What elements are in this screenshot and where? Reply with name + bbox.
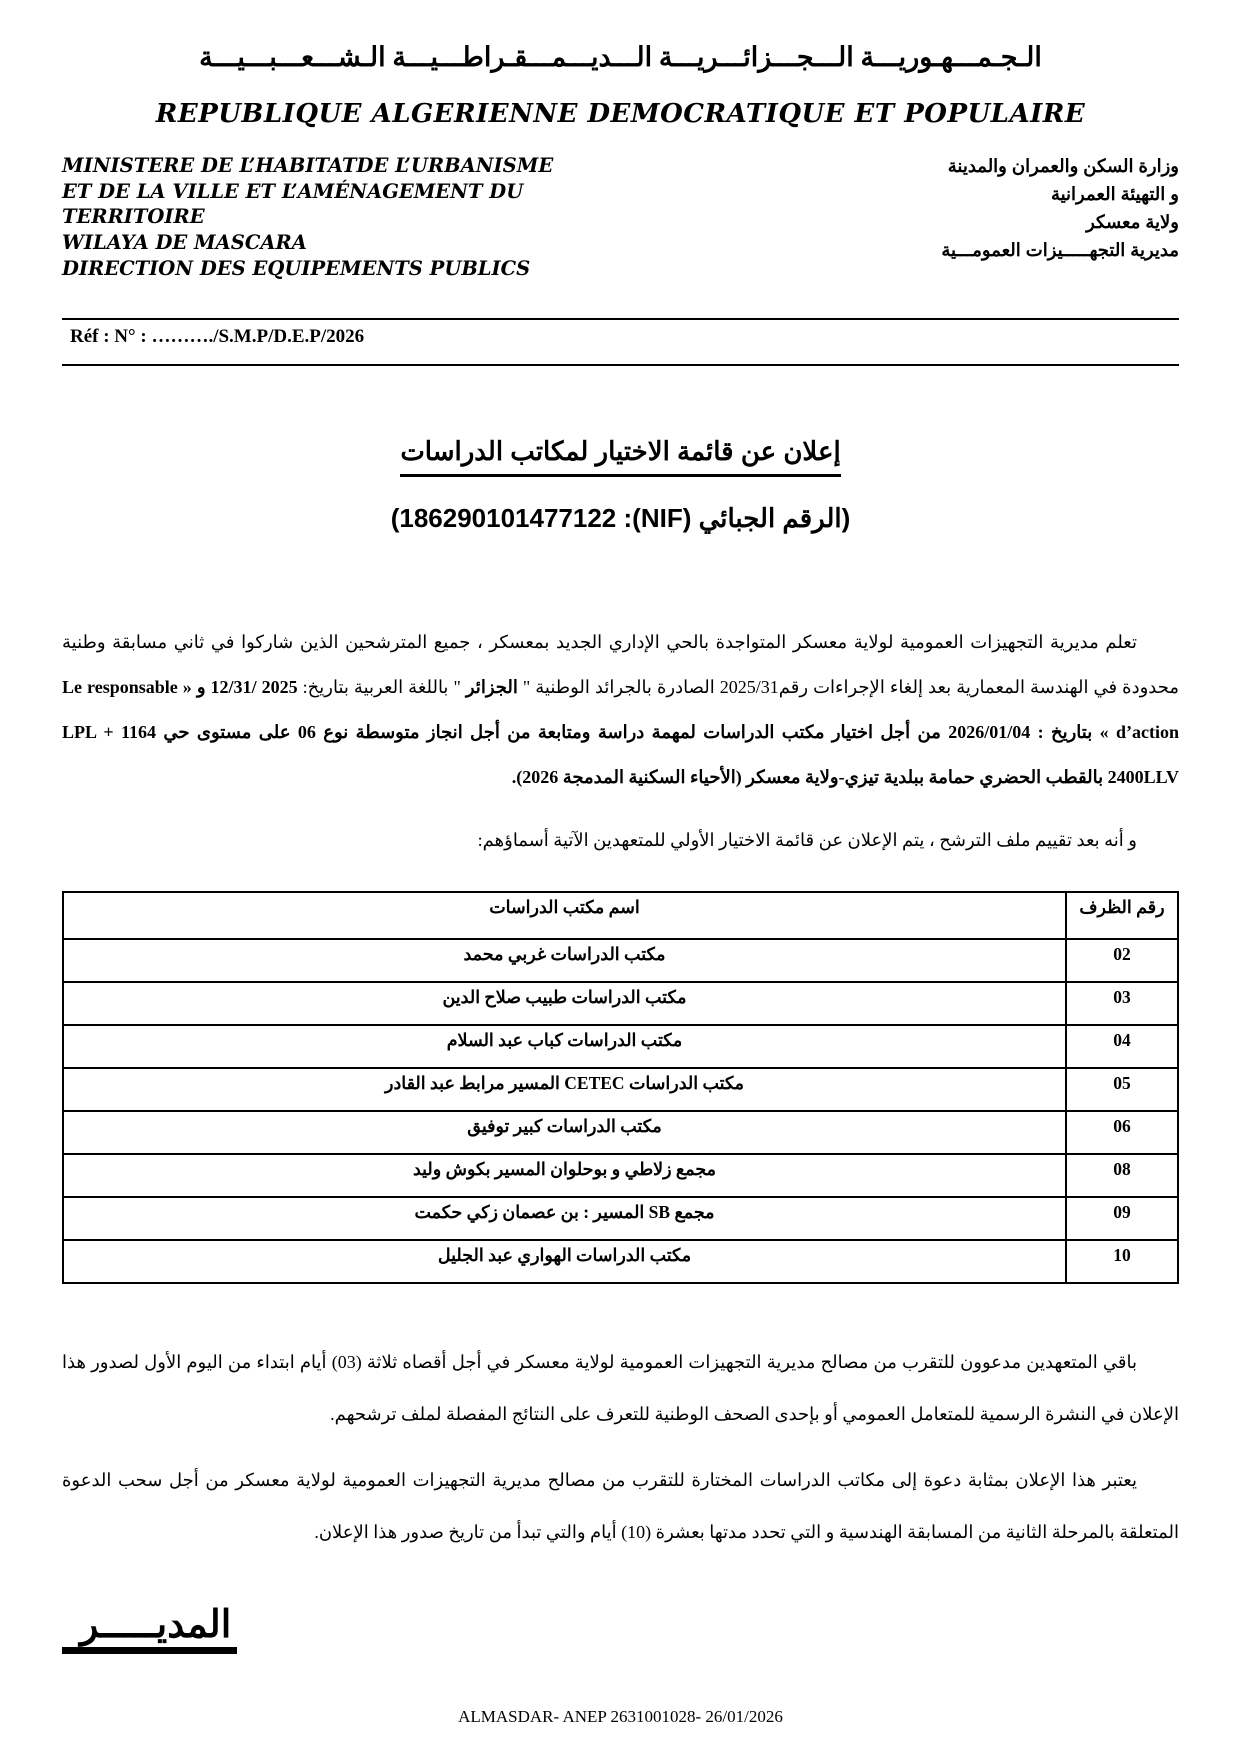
ministry-ar-line: وزارة السكن والعمران والمدينة <box>947 156 1179 176</box>
office-name-cell: مكتب الدراسات الهواري عبد الجليل <box>63 1240 1066 1283</box>
intro-date-arabic-edition: 2025 /12/31 <box>210 676 298 697</box>
ministry-header <box>62 153 1179 282</box>
envelope-number-cell: 04 <box>1066 1025 1178 1068</box>
page-title: إعلان عن قائمة الاختيار لمكاتب الدراسات <box>400 436 840 477</box>
ministry-fr-line: TERRITOIRE <box>62 205 205 229</box>
office-name-cell: مكتب الدراسات طبيب صلاح الدين <box>63 982 1066 1025</box>
table-row <box>63 1197 1178 1240</box>
ministry-fr-line: ET DE LA VILLE ET L’AMÉNAGEMENT DU <box>62 179 524 203</box>
table-row <box>63 1240 1178 1283</box>
intro-journal-name: الجزائر <box>465 676 518 697</box>
column-header-office-name: اسم مكتب الدراسات <box>63 892 1066 939</box>
reference-number: Réf : N° : ………./S.M.P/D.E.P/2026 <box>62 318 1179 366</box>
table-row <box>63 1068 1178 1111</box>
nif-number: (الرقم الجبائي (NIF): 186290101477122) <box>390 502 851 533</box>
envelope-number-cell: 09 <box>1066 1197 1178 1240</box>
intro-paragraph <box>62 620 1179 800</box>
ministry-fr-line: WILAYA DE MASCARA <box>62 231 307 255</box>
list-intro-paragraph: و أنه بعد تقييم ملف الترشح ، يتم الإعلان عن قائمة الاختيار الأولي للمتعهدين الآتية أسماؤهم: <box>477 829 1137 850</box>
column-header-envelope-number: رقم الظرف <box>1066 892 1178 939</box>
office-name-cell: مكتب الدراسات كباب عبد السلام <box>63 1025 1066 1068</box>
table-row <box>63 939 1178 982</box>
envelope-number-cell: 05 <box>1066 1068 1178 1111</box>
intro-text: " باللغة العربية بتاريخ: <box>297 676 466 697</box>
footer-publication-reference: ALMASDAR- ANEP 2631001028- 26/01/2026 <box>458 1707 783 1726</box>
envelope-number-cell: 06 <box>1066 1111 1178 1154</box>
selection-table <box>62 891 1179 1284</box>
ministry-fr-line: MINISTERE DE L’HABITATDE L’URBANISME <box>62 154 554 177</box>
office-name-cell: مكتب الدراسات CETEC المسير مرابط عبد القادر <box>63 1068 1066 1111</box>
office-name-cell: مجمع SB المسير : بن عصمان زكي حكمت <box>63 1197 1066 1240</box>
ministry-ar-line: و التهيئة العمرانية <box>1050 183 1179 204</box>
envelope-number-cell: 03 <box>1066 982 1178 1025</box>
closing-paragraph-invitation: يعتبر هذا الإعلان بمثابة دعوة إلى مكاتب الدراسات المختارة للتقرب من مصالح مديرية التجهيزات العمومية لولاية معسكر من أجل سحب الدعوة المتعلقة بالمرحلة الثانية من المسابقة الهندسية و التي تحدد مدتها بعشرة (10) أيام والتي تبدأ من تاريخ صدور هذا الإعلان. <box>62 1469 1179 1542</box>
office-name-cell: مجمع زلاطي و بوحلوان المسير بكوش وليد <box>63 1154 1066 1197</box>
office-name-cell: مكتب الدراسات كبير توفيق <box>63 1111 1066 1154</box>
intro-text-bold: و « Le responsable d’action » بتاريخ : 2026/01/04 من أجل اختيار مكتب الدراسات لمهمة دراسة ومتابعة من أجل انجاز متوسطة نوع 06 على مستوى حي 1164 LPL + 2400LLV بالقطب الحضري حمامة ببلدية تيزي-ولاية معسكر (الأحياء السكنية المدمجة 2026). <box>62 676 1179 787</box>
ministry-fr-line: DIRECTION DES EQUIPEMENTS PUBLICS <box>62 256 531 280</box>
ministry-ar-line: ولاية معسكر <box>1086 211 1179 232</box>
office-name-cell: مكتب الدراسات غربي محمد <box>63 939 1066 982</box>
ministry-arabic-block <box>941 153 1179 282</box>
table-row <box>63 1111 1178 1154</box>
envelope-number-cell: 08 <box>1066 1154 1178 1197</box>
table-header-row <box>63 892 1178 939</box>
envelope-number-cell: 10 <box>1066 1240 1178 1283</box>
table-row <box>63 1025 1178 1068</box>
republic-title-french: REPUBLIQUE ALGERIENNE DEMOCRATIQUE ET POPULAIRE <box>155 99 1086 129</box>
director-signature: المديـــــر <box>62 1602 237 1654</box>
table-row <box>63 982 1178 1025</box>
table-row <box>63 1154 1178 1197</box>
intro-text: تعلم مديرية التجهيزات العمومية لولاية معسكر المتواجدة بالحي الإداري الجديد بمعسكر ، جميع المترشحين الذين شاركوا في ثاني مسابقة وطنية محدودة في الهندسة المعمارية بعد إلغاء الإجراءات رقم2025/31 الصادرة بالجرائد الوطنية " <box>62 631 1179 697</box>
closing-paragraph-results: باقي المتعهدين مدعوون للتقرب من مصالح مديرية التجهيزات العمومية لولاية معسكر في أجل أقصاه ثلاثة (03) أيام ابتداء من اليوم الأول لصدور هذا الإعلان في النشرة الرسمية للمتعامل العمومي أو بإحدى الصحف الوطنية للتعرف على النتائج المفصلة لملف ترشحهم. <box>62 1351 1179 1424</box>
republic-title-arabic: الـجـمـــهـوريـــة الـــجـــزائـــريـــة الـــديـــمـــقـراطـــيـــة الـشـــعـــبـــيـــة <box>199 42 1042 72</box>
ministry-ar-line: مديرية التجهـــــيزات العمومـــية <box>941 239 1179 260</box>
envelope-number-cell: 02 <box>1066 939 1178 982</box>
ministry-french-block <box>62 153 553 282</box>
